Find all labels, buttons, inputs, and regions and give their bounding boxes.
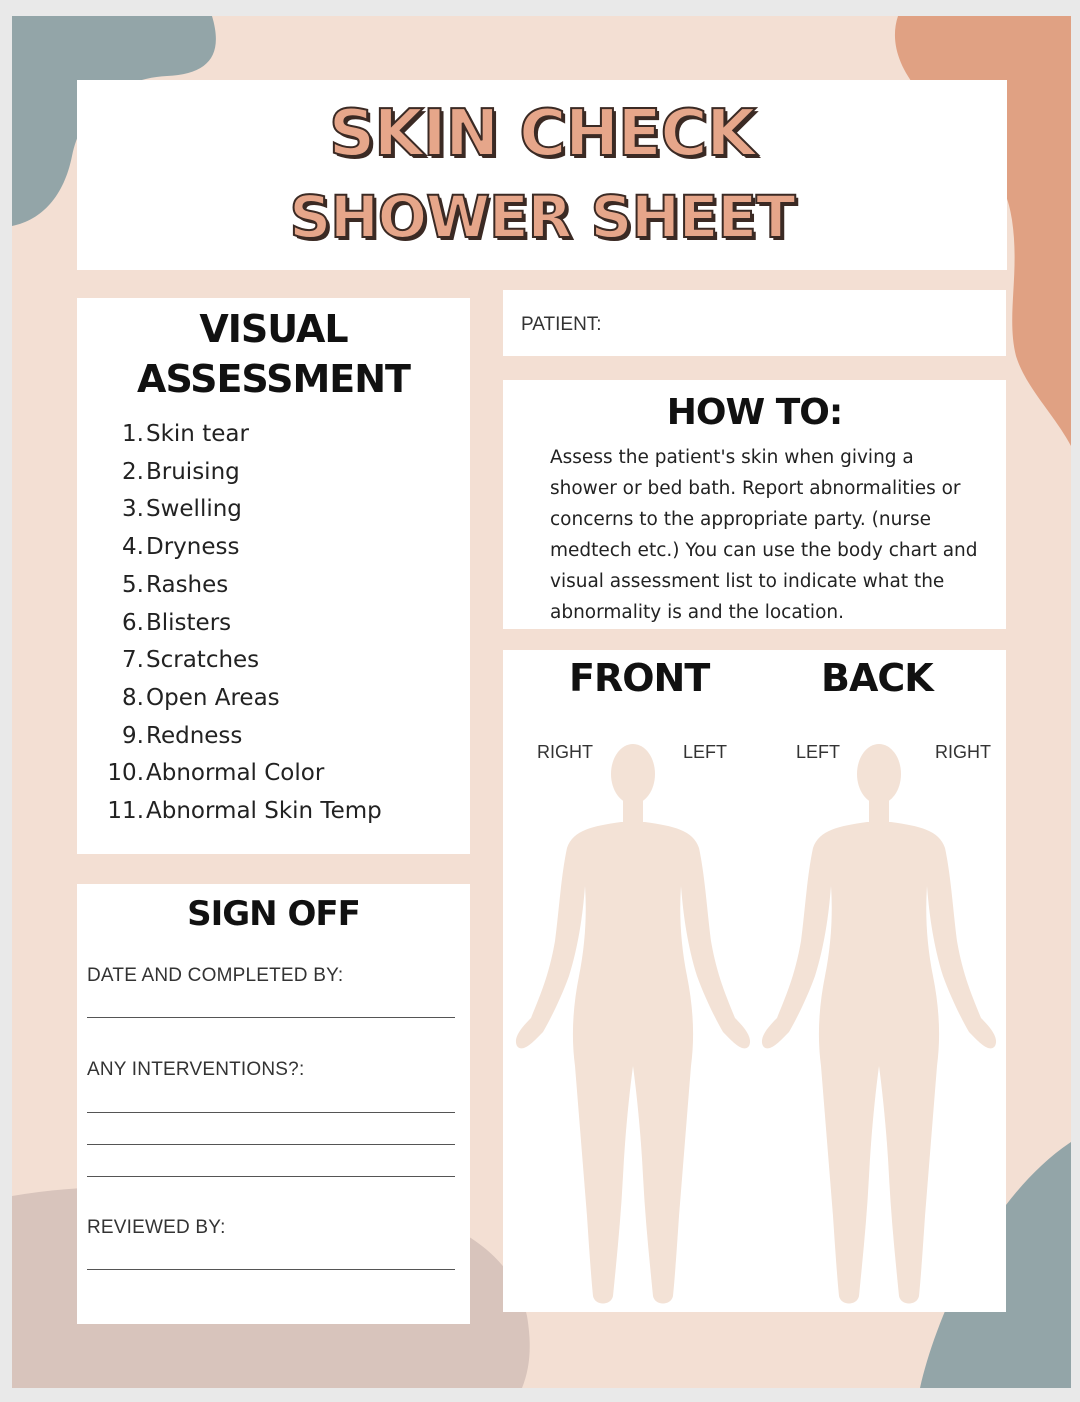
front-heading: FRONT	[569, 656, 710, 700]
title-line-2: SHOWER SHEET	[289, 183, 795, 251]
assessment-item	[77, 642, 470, 680]
assessment-item-label: Swelling	[146, 496, 242, 523]
how-to-title: HOW TO:	[666, 392, 843, 433]
reviewed-by-label: REVIEWED BY:	[87, 1217, 226, 1238]
title-line-1: SKIN CHECK	[328, 97, 756, 171]
assessment-item	[77, 416, 470, 454]
how-to-instructions: Assess the patient's skin when giving a shower or bed bath. Report abnormalities or concerns to the appropriate party. (nurse medtech etc.) You can use the body chart and visual assessment list to indicate what the abnormality is and the location.	[550, 447, 978, 623]
assessment-item-number: 6.	[122, 609, 144, 636]
assessment-item-number: 1.	[122, 421, 144, 447]
assessment-item-number: 3.	[122, 496, 144, 523]
title-card	[77, 80, 1007, 270]
assessment-item-number: 5.	[122, 571, 144, 598]
back-left-side-label: LEFT	[796, 742, 841, 762]
patient-card[interactable]	[503, 290, 1006, 356]
assessment-item-label: Abnormal Skin Temp	[146, 798, 382, 825]
assessment-item-label: Abnormal Color	[146, 760, 325, 787]
assessment-item-label: Skin tear	[146, 421, 249, 447]
front-body-figure[interactable]	[513, 736, 753, 1308]
sign-off-card	[77, 884, 470, 1324]
assessment-list	[77, 416, 470, 831]
assessment-item-number: 11.	[107, 798, 144, 825]
assessment-item-number: 4.	[122, 534, 144, 561]
body-chart-card	[503, 650, 1006, 1312]
assessment-item-label: Blisters	[146, 609, 232, 636]
assessment-item	[77, 680, 470, 718]
assessment-item-label: Scratches	[146, 647, 260, 674]
assessment-item-number: 2.	[122, 458, 144, 485]
worksheet-page	[12, 16, 1071, 1388]
assessment-item	[77, 755, 470, 793]
assessment-item-label: Open Areas	[146, 684, 280, 711]
front-right-side-label: RIGHT	[537, 742, 593, 762]
assessment-item	[77, 491, 470, 529]
assessment-item	[77, 529, 470, 567]
interventions-line-3[interactable]	[87, 1176, 455, 1177]
interventions-line-2[interactable]	[87, 1144, 455, 1145]
date-completed-line[interactable]	[87, 1017, 455, 1018]
back-body-figure[interactable]	[759, 736, 999, 1308]
assessment-item-number: 10.	[107, 760, 144, 787]
sign-off-title: SIGN OFF	[187, 894, 360, 934]
visual-assessment-title: VISUAL ASSESSMENT	[137, 307, 410, 401]
how-to-card	[503, 380, 1006, 629]
visual-assessment-card	[77, 298, 470, 854]
assessment-item-number: 8.	[122, 684, 144, 711]
assessment-item-label: Bruising	[146, 458, 240, 485]
assessment-item-label: Rashes	[146, 571, 229, 598]
interventions-label: ANY INTERVENTIONS?:	[87, 1059, 305, 1080]
assessment-item	[77, 718, 470, 756]
assessment-item	[77, 793, 470, 831]
patient-label: PATIENT:	[521, 314, 602, 335]
assessment-item-label: Dryness	[146, 534, 240, 561]
assessment-item	[77, 605, 470, 643]
assessment-item-number: 7.	[122, 647, 144, 674]
front-left-side-label: LEFT	[683, 742, 728, 762]
reviewed-by-line[interactable]	[87, 1269, 455, 1270]
date-completed-label: DATE AND COMPLETED BY:	[87, 965, 344, 986]
interventions-line-1[interactable]	[87, 1112, 455, 1113]
assessment-item	[77, 567, 470, 605]
assessment-item-label: Redness	[146, 722, 243, 749]
assessment-item	[77, 454, 470, 492]
back-right-side-label: RIGHT	[935, 742, 991, 762]
back-heading: BACK	[821, 656, 933, 700]
assessment-item-number: 9.	[122, 722, 144, 749]
